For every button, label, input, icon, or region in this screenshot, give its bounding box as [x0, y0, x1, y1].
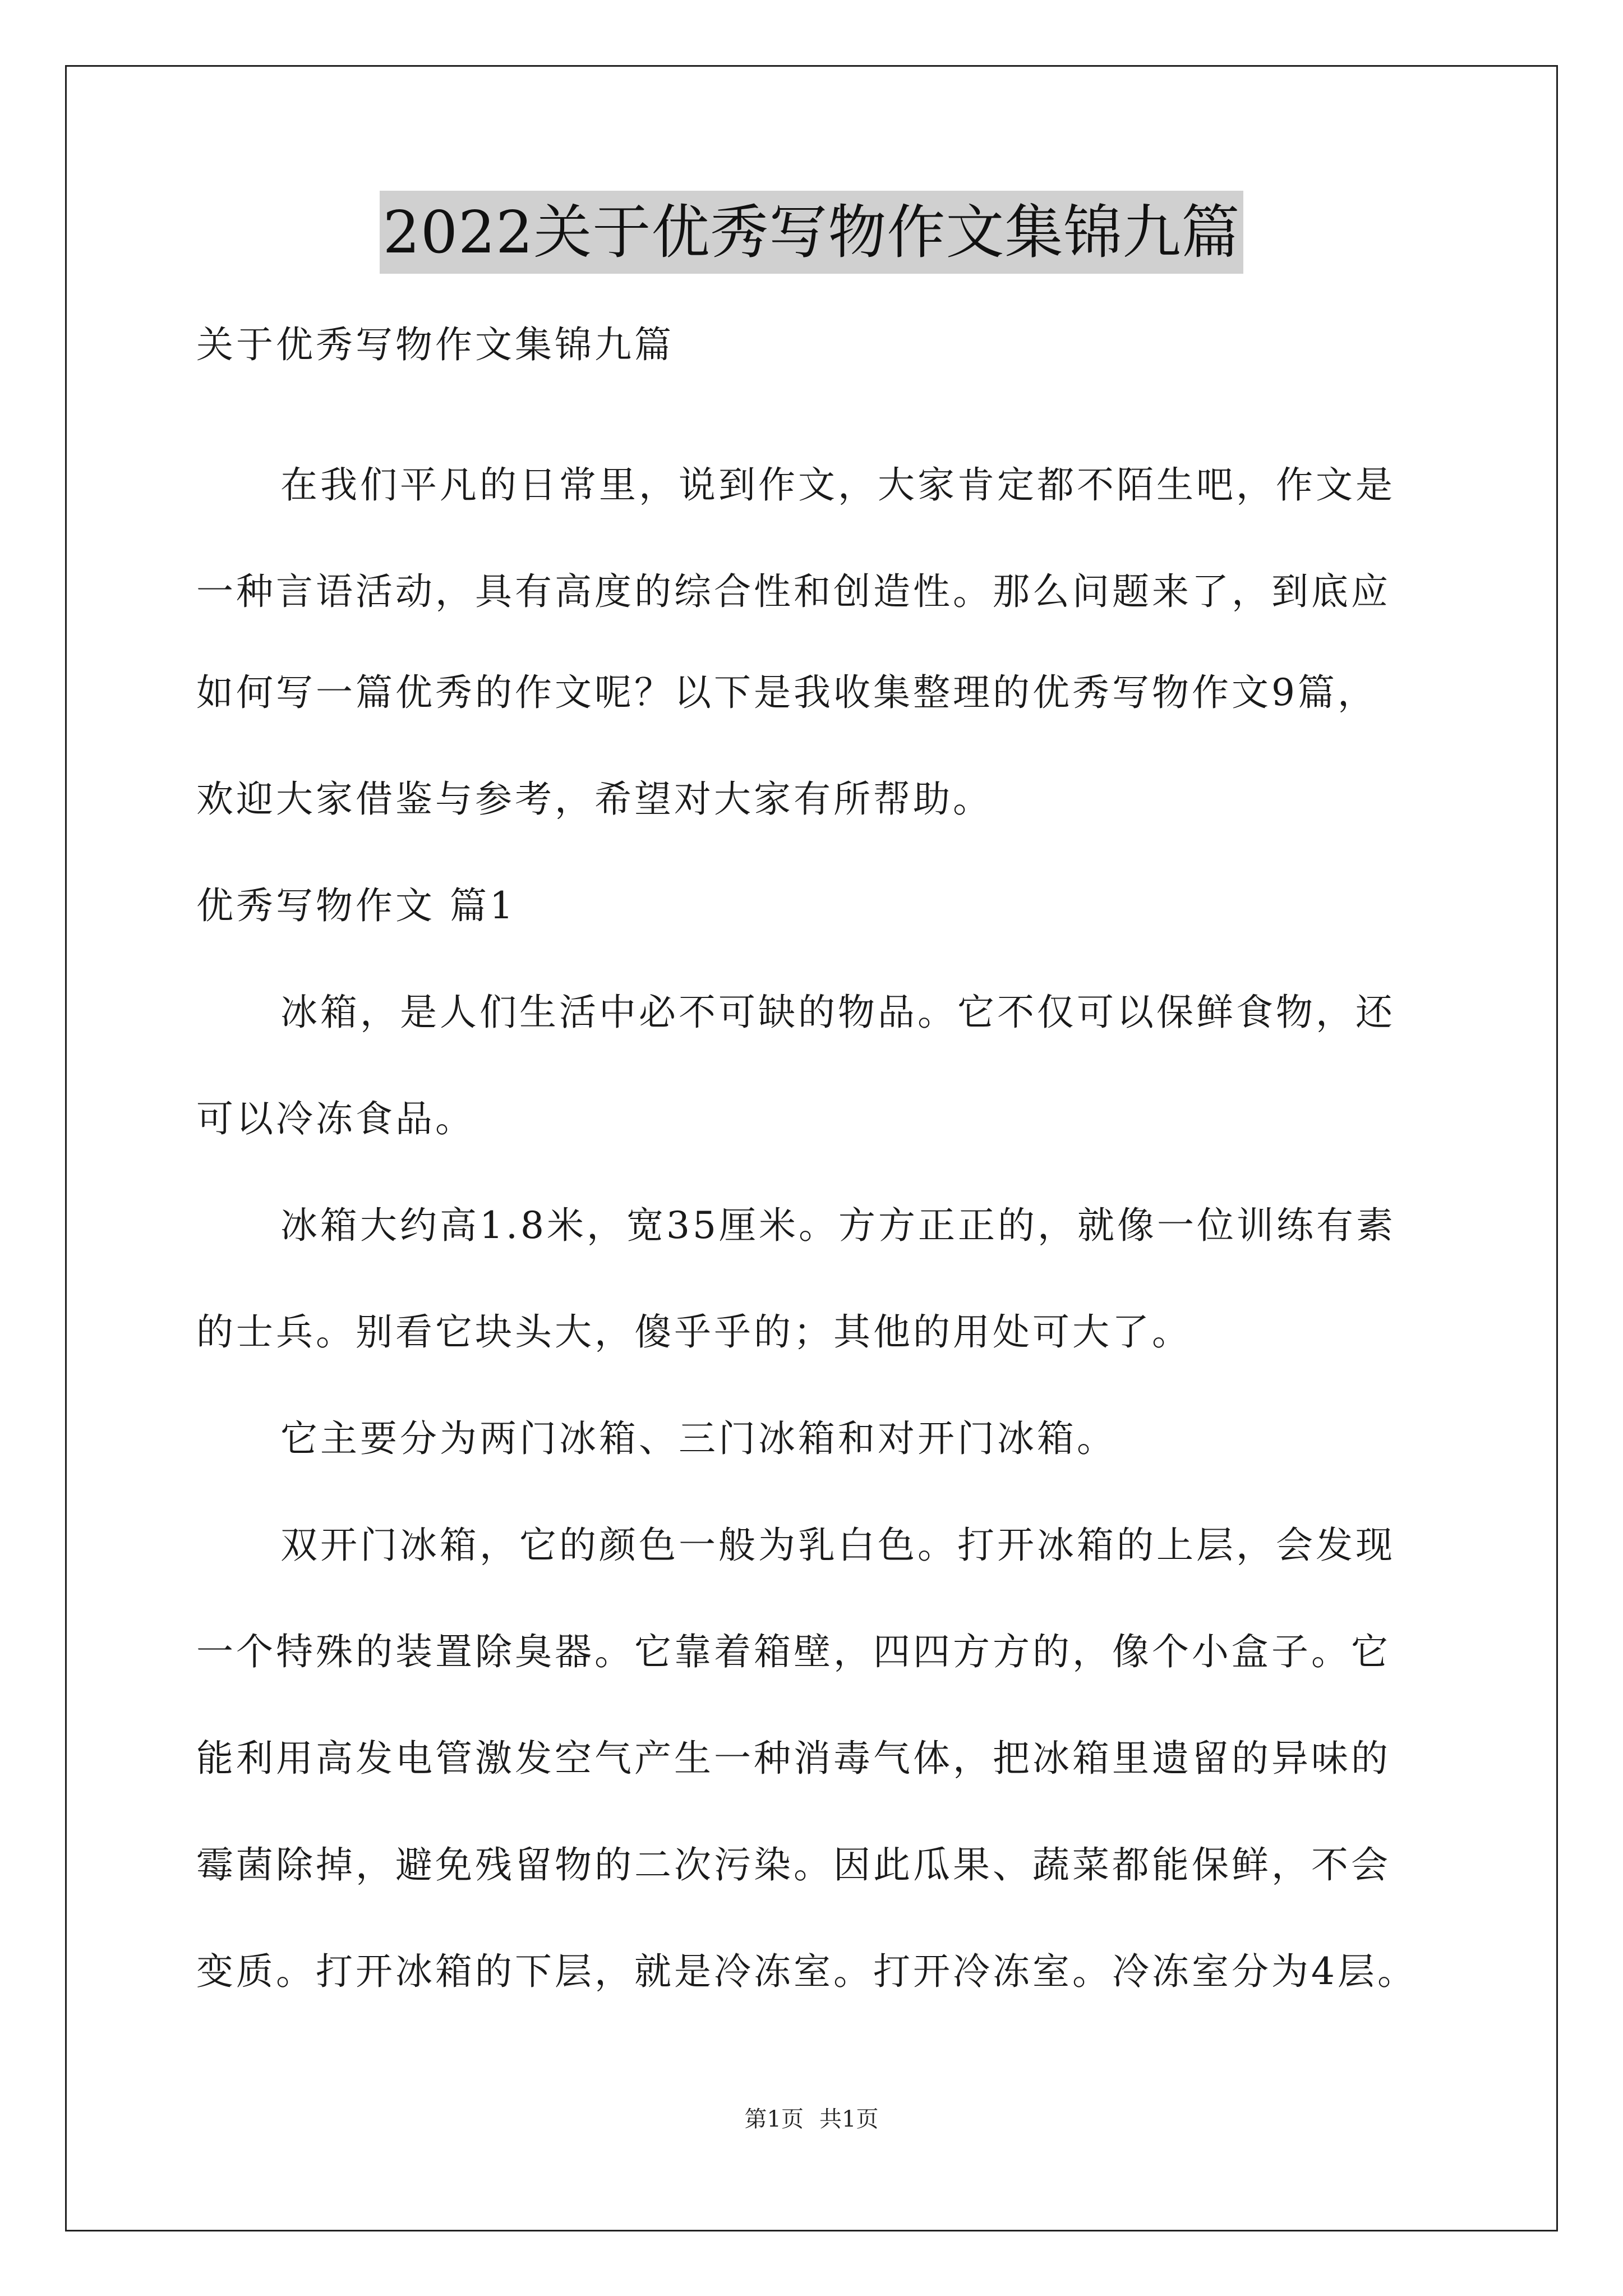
paragraph-line: 霉菌除掉，避免残留物的二次污染。因此瓜果、蔬菜都能保鲜，不会 — [196, 1843, 1391, 1887]
paragraph-line: 冰箱大约高1.8米，宽35厘米。方方正正的，就像一位训练有素 — [280, 1204, 1396, 1247]
paragraph-line: 一种言语活动，具有高度的综合性和创造性。那么问题来了，到底应 — [196, 570, 1391, 613]
paragraph-line: 可以冷冻食品。 — [196, 1097, 475, 1140]
title-container — [0, 191, 1623, 274]
page-total: 共1页 — [819, 2106, 879, 2132]
document-title: 2022关于优秀写物作文集锦九篇 — [380, 191, 1244, 274]
page-number: 第1页 — [744, 2106, 804, 2132]
paragraph-line: 欢迎大家借鉴与参考，希望对大家有所帮助。 — [196, 777, 993, 821]
page-border — [65, 65, 1558, 2231]
paragraph-line: 双开门冰箱，它的颜色一般为乳白色。打开冰箱的上层，会发现 — [280, 1524, 1395, 1567]
paragraph-line: 能利用高发电管激发空气产生一种消毒气体，把冰箱里遗留的异味的 — [196, 1737, 1391, 1780]
section-heading: 优秀写物作文 篇1 — [196, 884, 516, 927]
paragraph-line: 如何写一篇优秀的作文呢？以下是我收集整理的优秀写物作文9篇， — [196, 671, 1377, 714]
paragraph-line: 变质。打开冰箱的下层，就是冷冻室。打开冷冻室。冷冻室分为4层。 — [196, 1950, 1417, 1993]
paragraph-line: 在我们平凡的日常里，说到作文，大家肯定都不陌生吧，作文是 — [280, 463, 1395, 507]
subtitle-line: 关于优秀写物作文集锦九篇 — [196, 323, 674, 366]
page-footer — [0, 2104, 1623, 2135]
paragraph-line: 它主要分为两门冰箱、三门冰箱和对开门冰箱。 — [280, 1417, 1117, 1460]
paragraph-line: 的士兵。别看它块头大，傻乎乎的；其他的用处可大了。 — [196, 1310, 1192, 1354]
paragraph-line: 一个特殊的装置除臭器。它靠着箱壁，四四方方的，像个小盒子。它 — [196, 1630, 1391, 1673]
paragraph-line: 冰箱，是人们生活中必不可缺的物品。它不仅可以保鲜食物，还 — [280, 991, 1395, 1034]
